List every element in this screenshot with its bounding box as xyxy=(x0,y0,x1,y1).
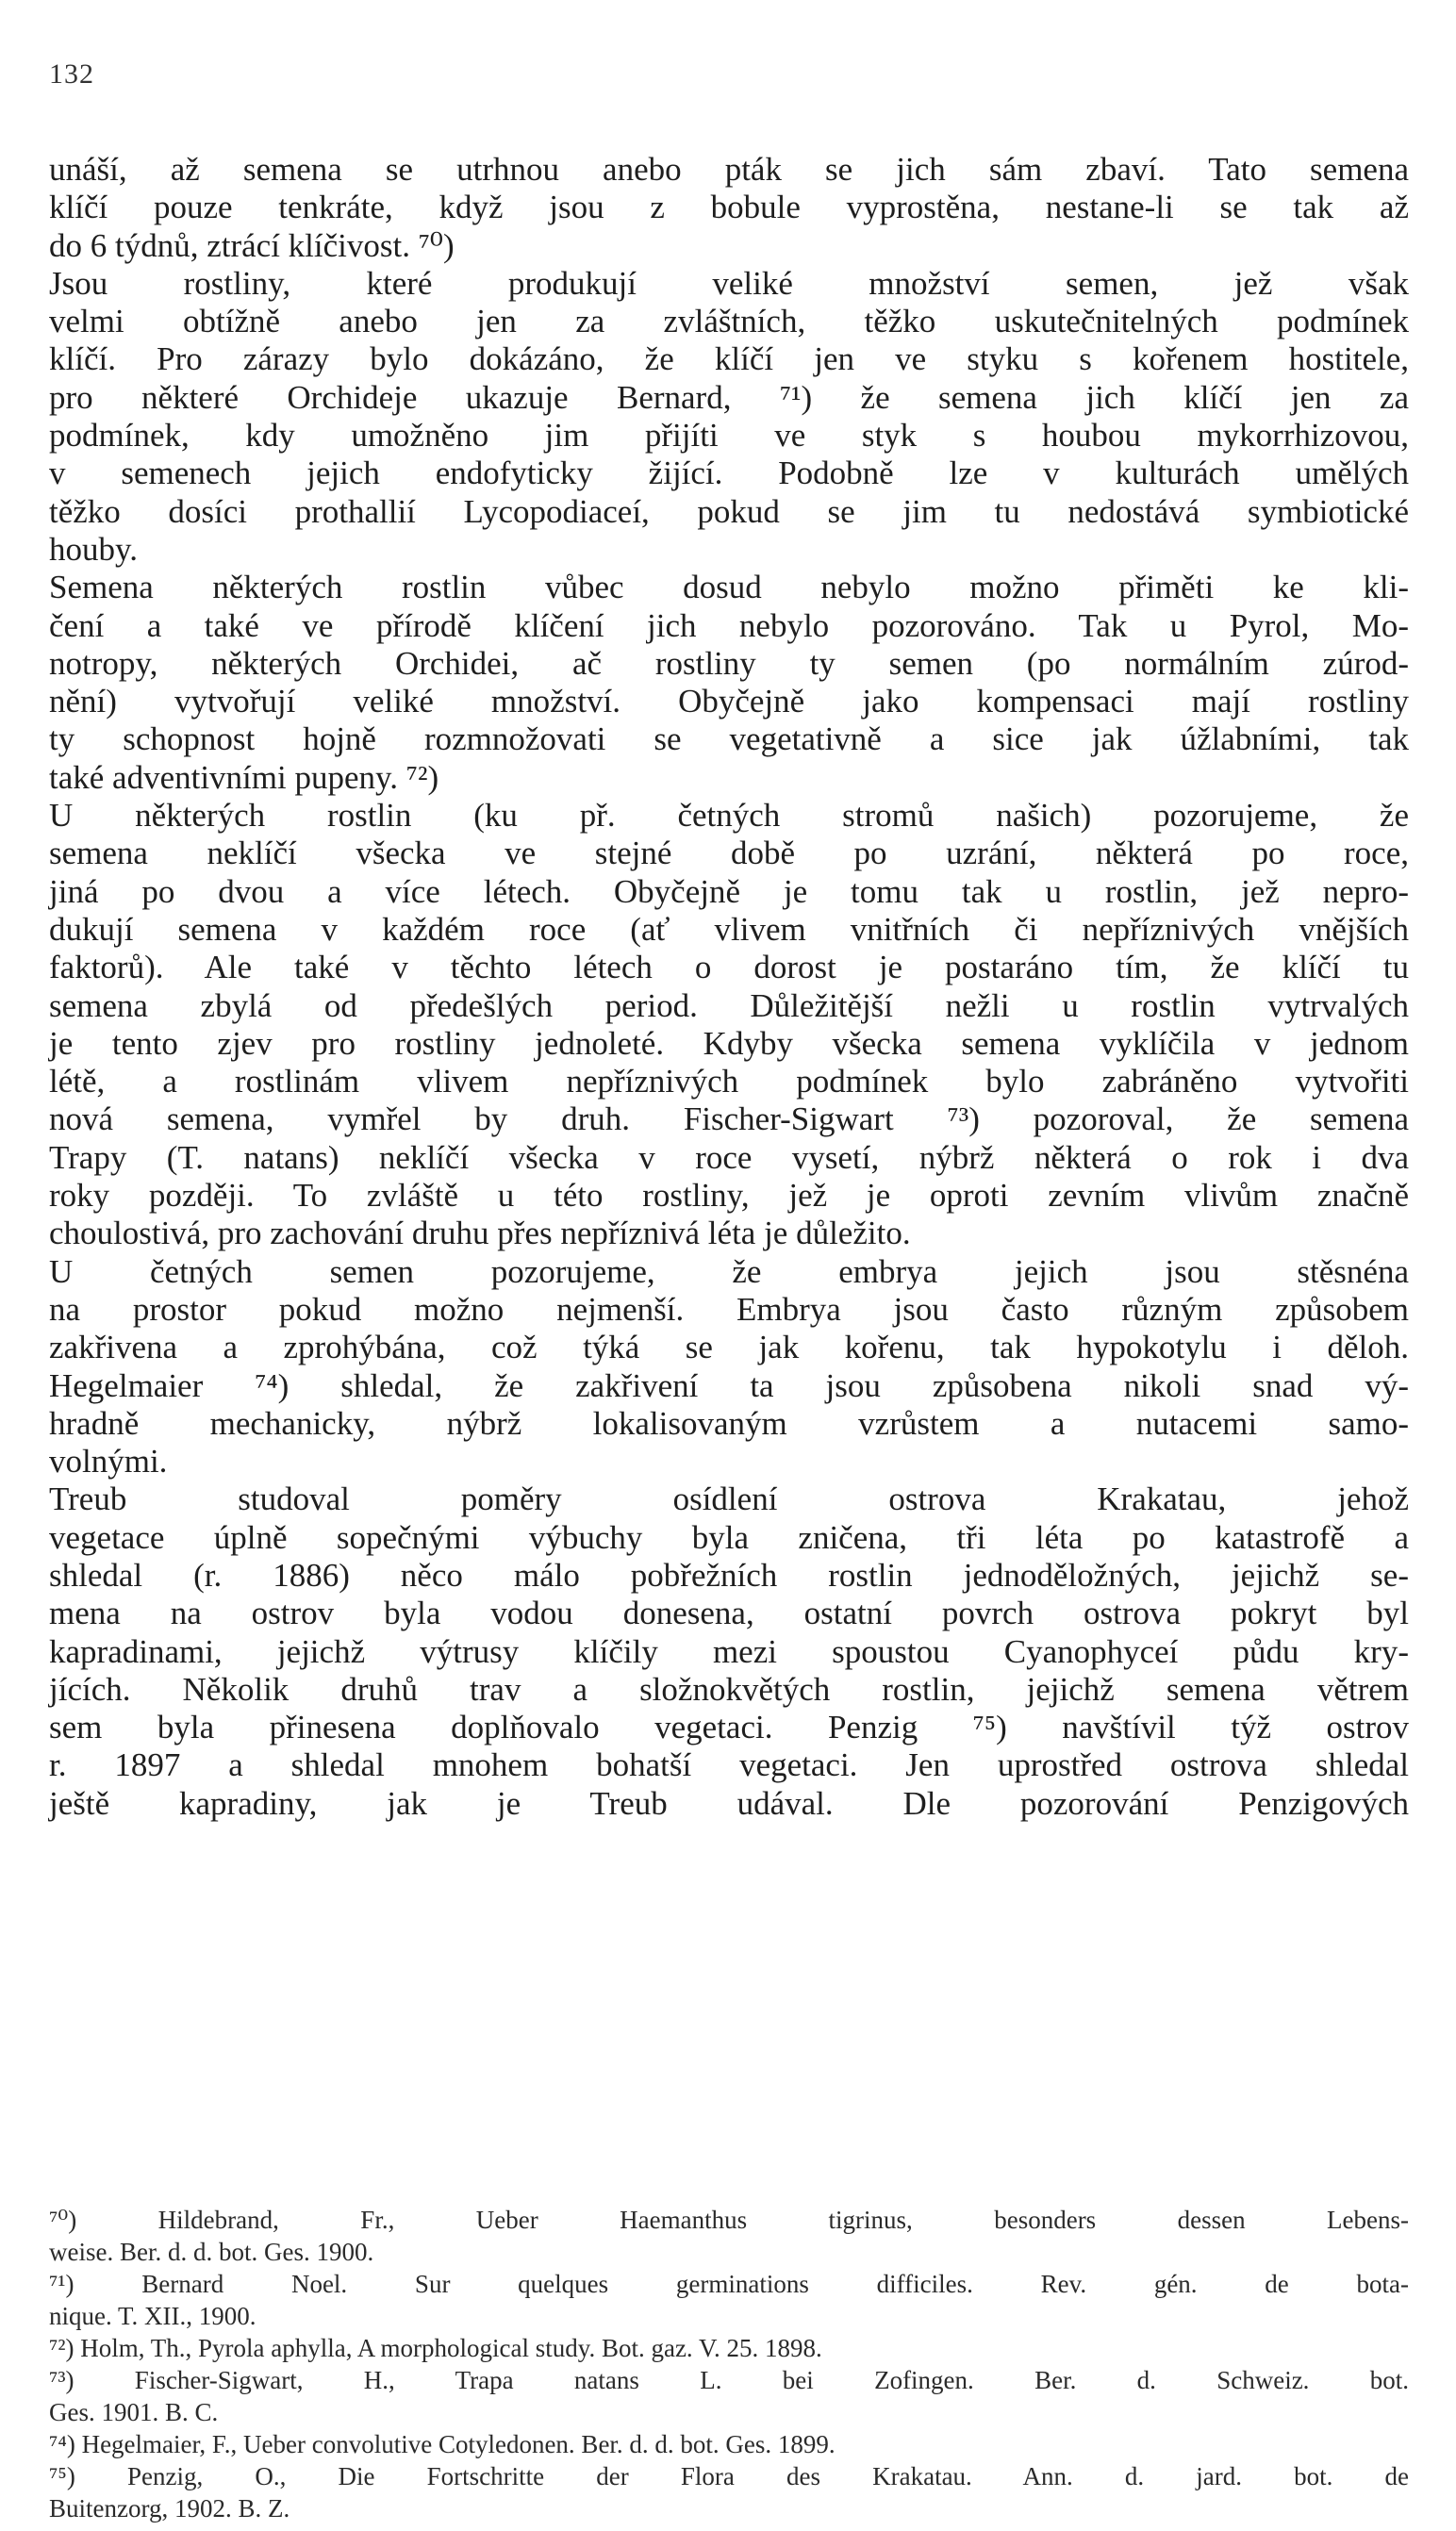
text-line: mena na ostrov byla vodou donesena, ostatní povrch ostrova pokryt byl xyxy=(49,1595,1409,1632)
text-line: U četných semen pozorujeme, že embrya jejich jsou stěsnéna xyxy=(49,1252,1409,1290)
text-line: ještě kapradiny, jak je Treub udával. Dle pozorování Penzigových xyxy=(49,1784,1409,1822)
body-text xyxy=(49,151,1409,1823)
text-line: Hegelmaier ⁷⁴) shledal, že zakřivení ta jsou způsobena nikoli snad vý- xyxy=(49,1366,1409,1404)
text-line: těžko dosíci prothallií Lycopodiaceí, pokud se jim tu nedostává symbiotické xyxy=(49,492,1409,530)
text-line: Jsou rostliny, které produkují veliké množství semen, jež však xyxy=(49,264,1409,302)
footnote-line: ⁷⁵) Penzig, O., Die Fortschritte der Flora des Krakatau. Ann. d. jard. bot. de xyxy=(49,2462,1409,2490)
footnote-line: ⁷⁴) Hegelmaier, F., Ueber convolutive Cotyledonen. Ber. d. d. bot. Ges. 1899. xyxy=(49,2430,836,2458)
text-line: sem byla přinesena doplňovalo vegetaci. Penzig ⁷⁵) navštívil týž ostrov xyxy=(49,1709,1409,1746)
text-line: vegetace úplně sopečnými výbuchy byla zničena, tři léta po katastrofě a xyxy=(49,1518,1409,1556)
page-number: 132 xyxy=(49,58,94,90)
footnote-line: Ges. 1901. B. C. xyxy=(49,2398,219,2426)
text-line: U některých rostlin (ku př. četných stromů našich) pozorujeme, že xyxy=(49,797,1409,835)
text-line: choulostivá, pro zachování druhu přes nepříznivá léta je důležito. xyxy=(49,1215,911,1252)
footnote-line: ⁷²) Holm, Th., Pyrola aphylla, A morphological study. Bot. gaz. V. 25. 1898. xyxy=(49,2334,822,2362)
text-line: hradně mechanicky, nýbrž lokalisovaným vzrůstem a nutacemi samo- xyxy=(49,1404,1409,1442)
text-line: je tento zjev pro rostliny jednoleté. Kdyby všecka semena vyklíčila v jednom xyxy=(49,1024,1409,1062)
text-line: semena zbylá od předešlých period. Důležitější nežli u rostlin vytrvalých xyxy=(49,986,1409,1024)
text-line: notropy, některých Orchidei, ač rostliny ty semen (po normálním zúrod- xyxy=(49,644,1409,682)
text-line: v semenech jejich endofyticky žijící. Podobně lze v kulturách umělých xyxy=(49,455,1409,492)
text-line: ty schopnost hojně rozmnožovati se vegetativně a sice jak úžlabními, tak xyxy=(49,720,1409,758)
footnote-line: ⁷⁰) Hildebrand, Fr., Ueber Haemanthus tigrinus, besonders dessen Lebens- xyxy=(49,2206,1409,2234)
footnote-line: weise. Ber. d. d. bot. Ges. 1900. xyxy=(49,2238,374,2266)
text-line: roky později. To zvláště u této rostliny, jež je oproti zevním vlivům značně xyxy=(49,1177,1409,1215)
text-line: shledal (r. 1886) něco málo pobřežních rostlin jednoděložných, jejichž se- xyxy=(49,1556,1409,1594)
text-line: do 6 týdnů, ztrácí klíčivost. ⁷⁰) xyxy=(49,226,455,264)
text-line: semena neklíčí všecka ve stejné době po uzrání, některá po roce, xyxy=(49,835,1409,872)
text-line: také adventivními pupeny. ⁷²) xyxy=(49,758,439,796)
text-line: faktorů). Ale také v těchto létech o dorost je postaráno tím, že klíčí tu xyxy=(49,949,1409,986)
text-line: létě, a rostlinám vlivem nepříznivých podmínek bylo zabráněno vytvořiti xyxy=(49,1063,1409,1100)
text-line: nová semena, vymřel by druh. Fischer-Sigwart ⁷³) pozoroval, že semena xyxy=(49,1100,1409,1138)
text-line: houby. xyxy=(49,530,138,568)
text-line: Treub studoval poměry osídlení ostrova Krakatau, jehož xyxy=(49,1481,1409,1518)
text-line: dukují semena v každém roce (ať vlivem vnitřních či nepříznivých vnějších xyxy=(49,910,1409,948)
footnotes xyxy=(49,2204,1409,2524)
text-line: r. 1897 a shledal mnohem bohatší vegetaci. Jen uprostřed ostrova shledal xyxy=(49,1746,1409,1784)
text-line: volnými. xyxy=(49,1443,168,1481)
footnote-line: nique. T. XII., 1900. xyxy=(49,2302,256,2330)
text-line: nění) vytvořují veliké množství. Obyčejně jako kompensaci mají rostliny xyxy=(49,683,1409,720)
text-line: Semena některých rostlin vůbec dosud nebylo možno přiměti ke kli- xyxy=(49,569,1409,606)
text-line: jících. Několik druhů trav a složnokvětých rostlin, jejichž semena větrem xyxy=(49,1670,1409,1708)
text-line: velmi obtížně anebo jen za zvláštních, těžko uskutečnitelných podmínek xyxy=(49,303,1409,340)
text-line: klíčí pouze tenkráte, když jsou z bobule vyprostěna, nestane-li se tak až xyxy=(49,189,1409,226)
text-line: zakřivena a zprohýbána, což týká se jak kořenu, tak hypokotylu i děloh. xyxy=(49,1329,1409,1366)
text-line: na prostor pokud možno nejmenší. Embrya jsou často různým způsobem xyxy=(49,1290,1409,1328)
text-line: Trapy (T. natans) neklíčí všecka v roce vysetí, nýbrž některá o rok i dva xyxy=(49,1138,1409,1176)
footnote-line: Buitenzorg, 1902. B. Z. xyxy=(49,2494,290,2523)
text-line: pro některé Orchideje ukazuje Bernard, ⁷¹) že semena jich klíčí jen za xyxy=(49,378,1409,416)
text-line: čení a také ve přírodě klíčení jich nebylo pozorováno. Tak u Pyrol, Mo- xyxy=(49,606,1409,644)
text-line: klíčí. Pro zárazy bylo dokázáno, že klíčí jen ve styku s kořenem hostitele, xyxy=(49,340,1409,378)
footnote-line: ⁷¹) Bernard Noel. Sur quelques germinations difficiles. Rev. gén. de bota- xyxy=(49,2270,1409,2298)
text-line: kapradinami, jejichž výtrusy klíčily mezi spoustou Cyanophyceí půdu kry- xyxy=(49,1632,1409,1670)
text-line: unáší, až semena se utrhnou anebo pták se jich sám zbaví. Tato semena xyxy=(49,151,1409,188)
text-line: podmínek, kdy umožněno jim přijíti ve styk s houbou mykorrhizovou, xyxy=(49,417,1409,455)
footnote-line: ⁷³) Fischer-Sigwart, H., Trapa natans L. bei Zofingen. Ber. d. Schweiz. bot. xyxy=(49,2366,1409,2394)
text-line: jiná po dvou a více létech. Obyčejně je tomu tak u rostlin, jež nepro- xyxy=(49,872,1409,910)
